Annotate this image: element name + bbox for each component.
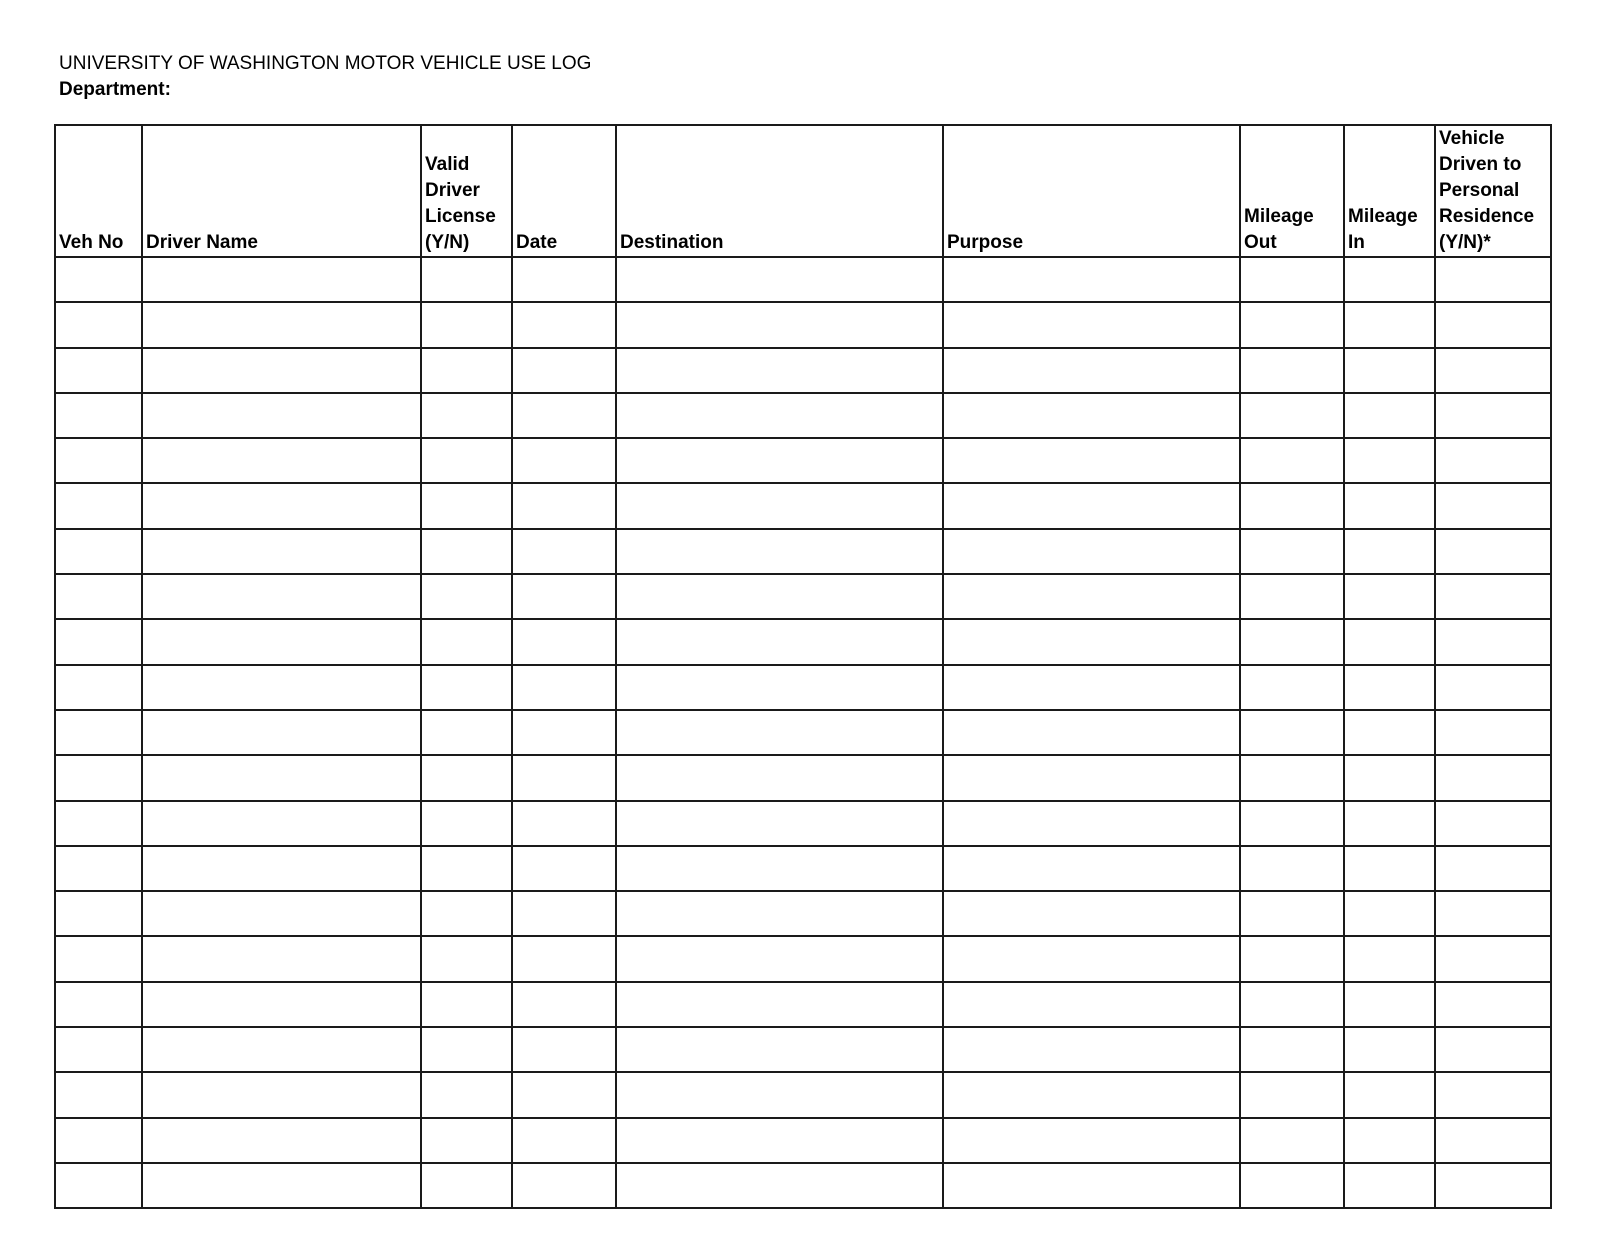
cell-personal-residence[interactable] xyxy=(1435,257,1551,302)
cell-purpose[interactable] xyxy=(943,393,1240,438)
cell-mileage-in[interactable] xyxy=(1344,257,1435,302)
table-row xyxy=(55,257,1551,302)
cell-destination[interactable] xyxy=(616,257,943,302)
cell-personal-residence[interactable] xyxy=(1435,574,1551,619)
cell-mileage-out[interactable] xyxy=(1240,1027,1344,1072)
cell-mileage-out[interactable] xyxy=(1240,710,1344,755)
table-row xyxy=(55,393,1551,438)
cell-destination[interactable] xyxy=(616,393,943,438)
cell-valid-license[interactable] xyxy=(421,755,512,800)
header-row xyxy=(55,125,1551,257)
cell-date[interactable] xyxy=(512,348,616,393)
cell-purpose[interactable] xyxy=(943,1118,1240,1163)
cell-date[interactable] xyxy=(512,529,616,574)
cell-mileage-in[interactable] xyxy=(1344,710,1435,755)
cell-mileage-in[interactable] xyxy=(1344,483,1435,528)
cell-valid-license[interactable] xyxy=(421,438,512,483)
cell-veh-no[interactable] xyxy=(55,574,142,619)
vehicle-use-log-table xyxy=(54,124,1552,1209)
cell-destination[interactable] xyxy=(616,619,943,664)
cell-purpose[interactable] xyxy=(943,1163,1240,1208)
cell-personal-residence[interactable] xyxy=(1435,529,1551,574)
cell-veh-no[interactable] xyxy=(55,936,142,981)
cell-mileage-out[interactable] xyxy=(1240,755,1344,800)
cell-driver-name[interactable] xyxy=(142,574,421,619)
table-row xyxy=(55,755,1551,800)
cell-mileage-out[interactable] xyxy=(1240,891,1344,936)
form-heading xyxy=(59,51,591,103)
cell-valid-license[interactable] xyxy=(421,891,512,936)
cell-purpose[interactable] xyxy=(943,619,1240,664)
cell-driver-name[interactable] xyxy=(142,1027,421,1072)
cell-destination[interactable] xyxy=(616,846,943,891)
table-row xyxy=(55,348,1551,393)
cell-personal-residence[interactable] xyxy=(1435,1163,1551,1208)
cell-purpose[interactable] xyxy=(943,438,1240,483)
cell-veh-no[interactable] xyxy=(55,438,142,483)
department-label: Department: xyxy=(59,79,171,100)
cell-veh-no[interactable] xyxy=(55,483,142,528)
cell-mileage-in[interactable] xyxy=(1344,574,1435,619)
cell-purpose[interactable] xyxy=(943,257,1240,302)
cell-date[interactable] xyxy=(512,438,616,483)
cell-mileage-in[interactable] xyxy=(1344,891,1435,936)
cell-personal-residence[interactable] xyxy=(1435,483,1551,528)
cell-valid-license[interactable] xyxy=(421,710,512,755)
cell-veh-no[interactable] xyxy=(55,1118,142,1163)
cell-veh-no[interactable] xyxy=(55,665,142,710)
cell-purpose[interactable] xyxy=(943,801,1240,846)
cell-mileage-out[interactable] xyxy=(1240,438,1344,483)
cell-date[interactable] xyxy=(512,1163,616,1208)
cell-mileage-out[interactable] xyxy=(1240,801,1344,846)
cell-destination[interactable] xyxy=(616,665,943,710)
cell-destination[interactable] xyxy=(616,1027,943,1072)
cell-driver-name[interactable] xyxy=(142,529,421,574)
cell-mileage-out[interactable] xyxy=(1240,302,1344,347)
cell-driver-name[interactable] xyxy=(142,710,421,755)
cell-mileage-in[interactable] xyxy=(1344,982,1435,1027)
cell-mileage-in[interactable] xyxy=(1344,438,1435,483)
cell-mileage-in[interactable] xyxy=(1344,755,1435,800)
cell-valid-license[interactable] xyxy=(421,257,512,302)
cell-personal-residence[interactable] xyxy=(1435,1027,1551,1072)
table-row xyxy=(55,982,1551,1027)
cell-date[interactable] xyxy=(512,483,616,528)
cell-mileage-out[interactable] xyxy=(1240,1118,1344,1163)
cell-purpose[interactable] xyxy=(943,710,1240,755)
cell-valid-license[interactable] xyxy=(421,1163,512,1208)
table-row xyxy=(55,619,1551,664)
cell-valid-license[interactable] xyxy=(421,1027,512,1072)
cell-date[interactable] xyxy=(512,574,616,619)
cell-purpose[interactable] xyxy=(943,982,1240,1027)
cell-destination[interactable] xyxy=(616,801,943,846)
cell-valid-license[interactable] xyxy=(421,982,512,1027)
cell-mileage-in[interactable] xyxy=(1344,1027,1435,1072)
cell-driver-name[interactable] xyxy=(142,348,421,393)
cell-veh-no[interactable] xyxy=(55,1163,142,1208)
cell-date[interactable] xyxy=(512,302,616,347)
table-row xyxy=(55,1118,1551,1163)
cell-valid-license[interactable] xyxy=(421,348,512,393)
column-header-mileage-out: Mileage Out xyxy=(1240,125,1344,257)
cell-veh-no[interactable] xyxy=(55,801,142,846)
cell-mileage-out[interactable] xyxy=(1240,982,1344,1027)
cell-purpose[interactable] xyxy=(943,1027,1240,1072)
cell-personal-residence[interactable] xyxy=(1435,801,1551,846)
column-header-veh-no: Veh No xyxy=(55,125,142,257)
cell-personal-residence[interactable] xyxy=(1435,1118,1551,1163)
cell-date[interactable] xyxy=(512,393,616,438)
table-row xyxy=(55,574,1551,619)
cell-mileage-out[interactable] xyxy=(1240,483,1344,528)
cell-personal-residence[interactable] xyxy=(1435,846,1551,891)
cell-mileage-in[interactable] xyxy=(1344,1118,1435,1163)
cell-purpose[interactable] xyxy=(943,846,1240,891)
cell-veh-no[interactable] xyxy=(55,529,142,574)
cell-destination[interactable] xyxy=(616,982,943,1027)
cell-date[interactable] xyxy=(512,619,616,664)
cell-mileage-out[interactable] xyxy=(1240,393,1344,438)
cell-personal-residence[interactable] xyxy=(1435,665,1551,710)
cell-mileage-out[interactable] xyxy=(1240,936,1344,981)
cell-mileage-in[interactable] xyxy=(1344,801,1435,846)
cell-destination[interactable] xyxy=(616,710,943,755)
cell-destination[interactable] xyxy=(616,1072,943,1117)
cell-destination[interactable] xyxy=(616,1163,943,1208)
cell-purpose[interactable] xyxy=(943,348,1240,393)
cell-purpose[interactable] xyxy=(943,483,1240,528)
cell-driver-name[interactable] xyxy=(142,393,421,438)
cell-veh-no[interactable] xyxy=(55,846,142,891)
cell-purpose[interactable] xyxy=(943,936,1240,981)
cell-personal-residence[interactable] xyxy=(1435,302,1551,347)
cell-valid-license[interactable] xyxy=(421,574,512,619)
cell-valid-license[interactable] xyxy=(421,846,512,891)
cell-purpose[interactable] xyxy=(943,891,1240,936)
table-row xyxy=(55,483,1551,528)
cell-mileage-out[interactable] xyxy=(1240,1163,1344,1208)
cell-mileage-in[interactable] xyxy=(1344,302,1435,347)
cell-destination[interactable] xyxy=(616,936,943,981)
cell-destination[interactable] xyxy=(616,302,943,347)
cell-valid-license[interactable] xyxy=(421,801,512,846)
cell-purpose[interactable] xyxy=(943,529,1240,574)
cell-mileage-in[interactable] xyxy=(1344,348,1435,393)
cell-personal-residence[interactable] xyxy=(1435,891,1551,936)
table-row xyxy=(55,665,1551,710)
cell-driver-name[interactable] xyxy=(142,1118,421,1163)
column-header-date: Date xyxy=(512,125,616,257)
cell-veh-no[interactable] xyxy=(55,710,142,755)
cell-driver-name[interactable] xyxy=(142,982,421,1027)
cell-date[interactable] xyxy=(512,1118,616,1163)
cell-destination[interactable] xyxy=(616,891,943,936)
cell-mileage-in[interactable] xyxy=(1344,846,1435,891)
cell-driver-name[interactable] xyxy=(142,936,421,981)
cell-date[interactable] xyxy=(512,801,616,846)
cell-veh-no[interactable] xyxy=(55,755,142,800)
cell-driver-name[interactable] xyxy=(142,665,421,710)
cell-driver-name[interactable] xyxy=(142,483,421,528)
cell-valid-license[interactable] xyxy=(421,1072,512,1117)
cell-mileage-out[interactable] xyxy=(1240,257,1344,302)
table-row xyxy=(55,846,1551,891)
cell-personal-residence[interactable] xyxy=(1435,393,1551,438)
cell-purpose[interactable] xyxy=(943,302,1240,347)
cell-purpose[interactable] xyxy=(943,665,1240,710)
cell-veh-no[interactable] xyxy=(55,1027,142,1072)
cell-mileage-out[interactable] xyxy=(1240,846,1344,891)
table-row xyxy=(55,1027,1551,1072)
cell-personal-residence[interactable] xyxy=(1435,348,1551,393)
column-header-driver-name: Driver Name xyxy=(142,125,421,257)
form-title: UNIVERSITY OF WASHINGTON MOTOR VEHICLE USE LOG xyxy=(59,53,592,74)
column-header-mileage-in: Mileage In xyxy=(1344,125,1435,257)
cell-veh-no[interactable] xyxy=(55,982,142,1027)
cell-valid-license[interactable] xyxy=(421,483,512,528)
cell-personal-residence[interactable] xyxy=(1435,755,1551,800)
cell-date[interactable] xyxy=(512,982,616,1027)
cell-driver-name[interactable] xyxy=(142,801,421,846)
cell-mileage-in[interactable] xyxy=(1344,665,1435,710)
cell-valid-license[interactable] xyxy=(421,393,512,438)
cell-date[interactable] xyxy=(512,936,616,981)
cell-driver-name[interactable] xyxy=(142,302,421,347)
cell-veh-no[interactable] xyxy=(55,891,142,936)
cell-driver-name[interactable] xyxy=(142,755,421,800)
cell-driver-name[interactable] xyxy=(142,257,421,302)
cell-personal-residence[interactable] xyxy=(1435,710,1551,755)
table-row xyxy=(55,801,1551,846)
cell-date[interactable] xyxy=(512,891,616,936)
cell-driver-name[interactable] xyxy=(142,1163,421,1208)
table-row xyxy=(55,891,1551,936)
cell-mileage-out[interactable] xyxy=(1240,1072,1344,1117)
column-header-valid-license: Valid Driver License (Y/N) xyxy=(421,125,512,257)
table-row xyxy=(55,529,1551,574)
table-row xyxy=(55,710,1551,755)
cell-date[interactable] xyxy=(512,257,616,302)
table-row xyxy=(55,1163,1551,1208)
cell-personal-residence[interactable] xyxy=(1435,619,1551,664)
column-header-purpose: Purpose xyxy=(943,125,1240,257)
cell-driver-name[interactable] xyxy=(142,891,421,936)
cell-valid-license[interactable] xyxy=(421,302,512,347)
table-row xyxy=(55,302,1551,347)
table-row xyxy=(55,936,1551,981)
cell-mileage-out[interactable] xyxy=(1240,574,1344,619)
cell-mileage-out[interactable] xyxy=(1240,348,1344,393)
cell-date[interactable] xyxy=(512,846,616,891)
cell-valid-license[interactable] xyxy=(421,1118,512,1163)
cell-date[interactable] xyxy=(512,665,616,710)
cell-date[interactable] xyxy=(512,1072,616,1117)
cell-purpose[interactable] xyxy=(943,1072,1240,1117)
cell-veh-no[interactable] xyxy=(55,619,142,664)
cell-personal-residence[interactable] xyxy=(1435,982,1551,1027)
cell-valid-license[interactable] xyxy=(421,936,512,981)
table-row xyxy=(55,1072,1551,1117)
cell-destination[interactable] xyxy=(616,755,943,800)
cell-personal-residence[interactable] xyxy=(1435,936,1551,981)
cell-driver-name[interactable] xyxy=(142,1072,421,1117)
cell-mileage-in[interactable] xyxy=(1344,393,1435,438)
table-row xyxy=(55,438,1551,483)
cell-purpose[interactable] xyxy=(943,755,1240,800)
cell-destination[interactable] xyxy=(616,438,943,483)
cell-purpose[interactable] xyxy=(943,574,1240,619)
cell-date[interactable] xyxy=(512,1027,616,1072)
cell-mileage-in[interactable] xyxy=(1344,936,1435,981)
cell-destination[interactable] xyxy=(616,1118,943,1163)
cell-veh-no[interactable] xyxy=(55,302,142,347)
cell-mileage-out[interactable] xyxy=(1240,619,1344,664)
cell-date[interactable] xyxy=(512,755,616,800)
cell-destination[interactable] xyxy=(616,483,943,528)
cell-mileage-in[interactable] xyxy=(1344,1163,1435,1208)
cell-driver-name[interactable] xyxy=(142,846,421,891)
cell-destination[interactable] xyxy=(616,348,943,393)
cell-mileage-in[interactable] xyxy=(1344,1072,1435,1117)
cell-personal-residence[interactable] xyxy=(1435,438,1551,483)
cell-date[interactable] xyxy=(512,710,616,755)
column-header-destination: Destination xyxy=(616,125,943,257)
cell-driver-name[interactable] xyxy=(142,619,421,664)
cell-valid-license[interactable] xyxy=(421,619,512,664)
cell-veh-no[interactable] xyxy=(55,393,142,438)
cell-valid-license[interactable] xyxy=(421,529,512,574)
column-header-personal-residence: Vehicle Driven to Personal Residence (Y/N)* xyxy=(1435,125,1551,257)
cell-valid-license[interactable] xyxy=(421,665,512,710)
cell-mileage-in[interactable] xyxy=(1344,529,1435,574)
cell-veh-no[interactable] xyxy=(55,348,142,393)
cell-personal-residence[interactable] xyxy=(1435,1072,1551,1117)
cell-mileage-out[interactable] xyxy=(1240,529,1344,574)
cell-mileage-out[interactable] xyxy=(1240,665,1344,710)
log-body xyxy=(55,257,1551,1208)
cell-mileage-in[interactable] xyxy=(1344,619,1435,664)
cell-destination[interactable] xyxy=(616,574,943,619)
cell-driver-name[interactable] xyxy=(142,438,421,483)
cell-veh-no[interactable] xyxy=(55,1072,142,1117)
cell-destination[interactable] xyxy=(616,529,943,574)
cell-veh-no[interactable] xyxy=(55,257,142,302)
